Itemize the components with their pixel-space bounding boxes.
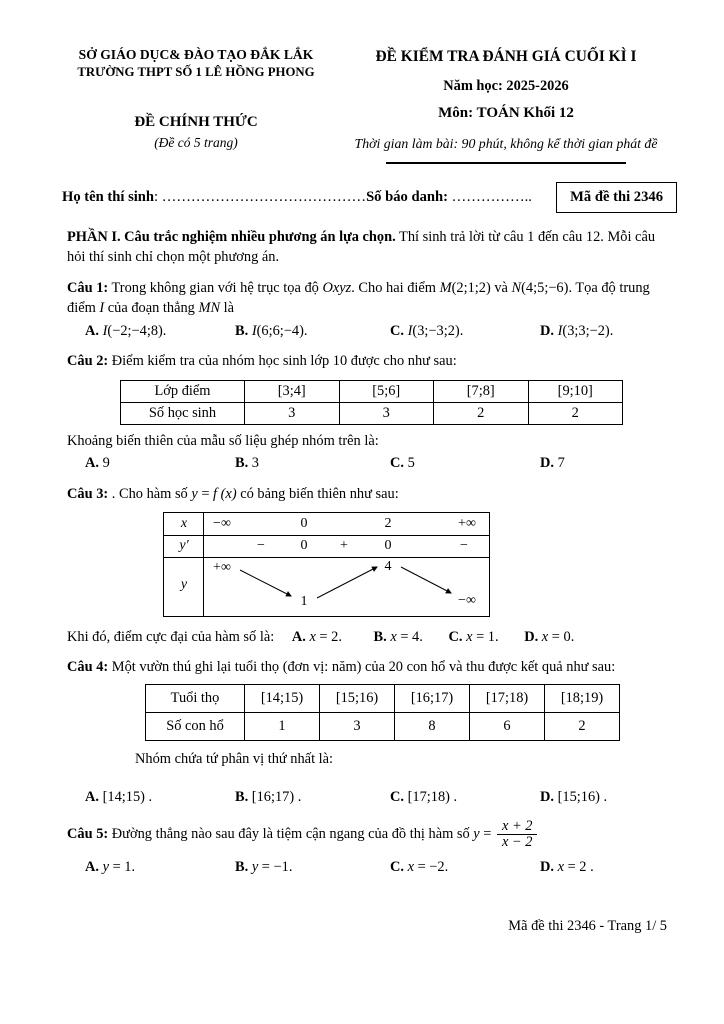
school-department: SỞ GIÁO DỤC& ĐÀO TẠO ĐẮK LẮK	[78, 47, 314, 62]
question-2-options	[67, 453, 677, 473]
question-4-text: Câu 4: Một vườn thú ghi lại tuổi thọ (đơn vị: năm) của 20 con hổ và thu được kết quả như sau:	[67, 659, 616, 676]
math-oxyz: Oxyz	[322, 279, 352, 296]
question-4-prompt: Nhóm chứa tứ phân vị thứ nhất là:	[135, 750, 334, 767]
page-count-note: (Đề có 5 trang)	[154, 134, 238, 150]
duration-line: Thời gian làm bài: 90 phút, không kể thời gian phát đề	[354, 135, 658, 151]
arrow-down-icon	[240, 570, 291, 596]
bbt-label-yprime: y′	[179, 538, 189, 553]
question-3-text: Câu 3: . Cho hàm số y = f (x) có bảng biến thiên như sau:	[67, 485, 399, 502]
question-3	[57, 484, 677, 648]
school-year: Năm học: 2025-2026	[443, 77, 569, 94]
option-c: C. x = −2.	[390, 858, 449, 875]
reg-number-dots: ……………..	[448, 189, 532, 206]
reg-number-label: Số báo danh:	[366, 189, 448, 206]
student-name-dots: : ……………………………………	[154, 189, 367, 206]
option-c: C. 5	[390, 455, 415, 472]
question-1-text: Câu 1: Trong không gian với hệ trục tọa độ Oxyz. Cho hai điểm M(2;1;2) và N(4;5;−6). Tọa độ trung điểm I của đoạn thẳng MN là	[67, 279, 650, 317]
question-5	[57, 818, 677, 878]
question-2-text: Câu 2: Điểm kiểm tra của nhóm học sinh lớp 10 được cho như sau:	[67, 353, 457, 370]
option-c: C. x = 1.	[448, 629, 499, 645]
variation-arrows	[164, 513, 489, 616]
table-row: Số học sinh 3 3 2 2	[121, 402, 623, 424]
student-info-line	[62, 187, 546, 208]
option-b: B. 3	[235, 455, 259, 472]
option-d: D. x = 2 .	[540, 858, 594, 875]
variation-table: x y′ y −∞ 0 2 +∞ − 0 + 0 − +∞ 1 4 −∞	[163, 512, 490, 617]
option-d: D. I(3;3;−2).	[540, 322, 614, 339]
bbt-label-x: x	[180, 516, 188, 531]
page-footer: Mã đề thi 2346 - Trang 1/ 5	[508, 917, 667, 934]
option-b: B. y = −1.	[235, 858, 293, 875]
question-3-options	[67, 627, 677, 647]
header-rule	[386, 162, 626, 164]
question-4	[57, 657, 677, 807]
option-a: A. [14;15) .	[85, 789, 153, 806]
option-b: B. x = 4.	[373, 629, 423, 645]
option-b: B. [16;17) .	[235, 789, 302, 806]
question-2-prompt: Khoảng biến thiên của mẫu số liệu ghép nhóm trên là:	[67, 432, 379, 449]
option-d: D. x = 0.	[524, 629, 575, 645]
question-1	[57, 278, 677, 341]
header-left-block	[57, 46, 335, 164]
option-c: C. I(3;−3;2).	[390, 322, 464, 339]
option-a: A. x = 2.	[291, 629, 342, 645]
student-name-label: Họ tên thí sinh	[62, 189, 155, 206]
question-5-text: Câu 5: Đường thẳng nào sau đây là tiệm cận ngang của đồ thị hàm số $y = \frac{x + 2}{x - 2}$	[67, 818, 677, 851]
part1-intro	[57, 227, 677, 268]
question-2	[57, 351, 677, 473]
part1-description: Thí sinh trả lời từ câu 1 đến câu 12. Mỗi câu hỏi thí sinh chỉ chọn một phương án.	[67, 228, 656, 266]
student-info-row	[57, 182, 677, 213]
arrow-down-icon	[401, 567, 451, 593]
option-d: D. [15;16) .	[540, 789, 608, 806]
table-row: Tuổi thọ [14;15) [15;16) [16;17) [17;18) [18;19)	[146, 684, 620, 712]
bbt-label-y: y	[180, 577, 188, 592]
fraction	[497, 818, 538, 851]
age-table	[145, 684, 620, 741]
question-1-options	[67, 321, 677, 341]
question-5-options	[67, 857, 677, 877]
option-c: C. [17;18) .	[390, 789, 458, 806]
fraction-denominator: x − 2	[501, 834, 533, 851]
table-row: Lớp điểm [3;4] [5;6] [7;8] [9;10]	[121, 380, 623, 402]
part1-heading: PHẦN I. Câu trắc nghiệm nhiều phương án lựa chọn.	[67, 228, 396, 245]
arrow-up-icon	[317, 567, 377, 598]
table-row: Số con hổ 1 3 8 6 2	[146, 712, 620, 740]
score-table	[120, 380, 623, 425]
question-3-prompt: Khi đó, điểm cực đại của hàm số là:	[67, 629, 275, 645]
header-right-block	[335, 46, 677, 164]
exam-code-box: Mã đề thi 2346	[556, 182, 677, 213]
option-b: B. I(6;6;−4).	[235, 322, 308, 339]
question-4-options	[67, 787, 677, 807]
exam-type: ĐỀ CHÍNH THỨC	[134, 113, 258, 130]
option-a: A. y = 1.	[85, 858, 136, 875]
exam-title: ĐỀ KIỂM TRA ĐÁNH GIÁ CUỐI KÌ I	[375, 48, 637, 65]
exam-header	[57, 46, 677, 164]
school-name: TRƯỜNG THPT SỐ 1 LÊ HỒNG PHONG	[77, 64, 315, 79]
option-a: A. 9	[85, 455, 110, 472]
option-d: D. 7	[540, 455, 565, 472]
subject-line: Môn: TOÁN Khối 12	[438, 105, 574, 122]
option-a: A. I(−2;−4;8).	[85, 322, 167, 339]
fraction-numerator: x + 2	[497, 818, 538, 835]
